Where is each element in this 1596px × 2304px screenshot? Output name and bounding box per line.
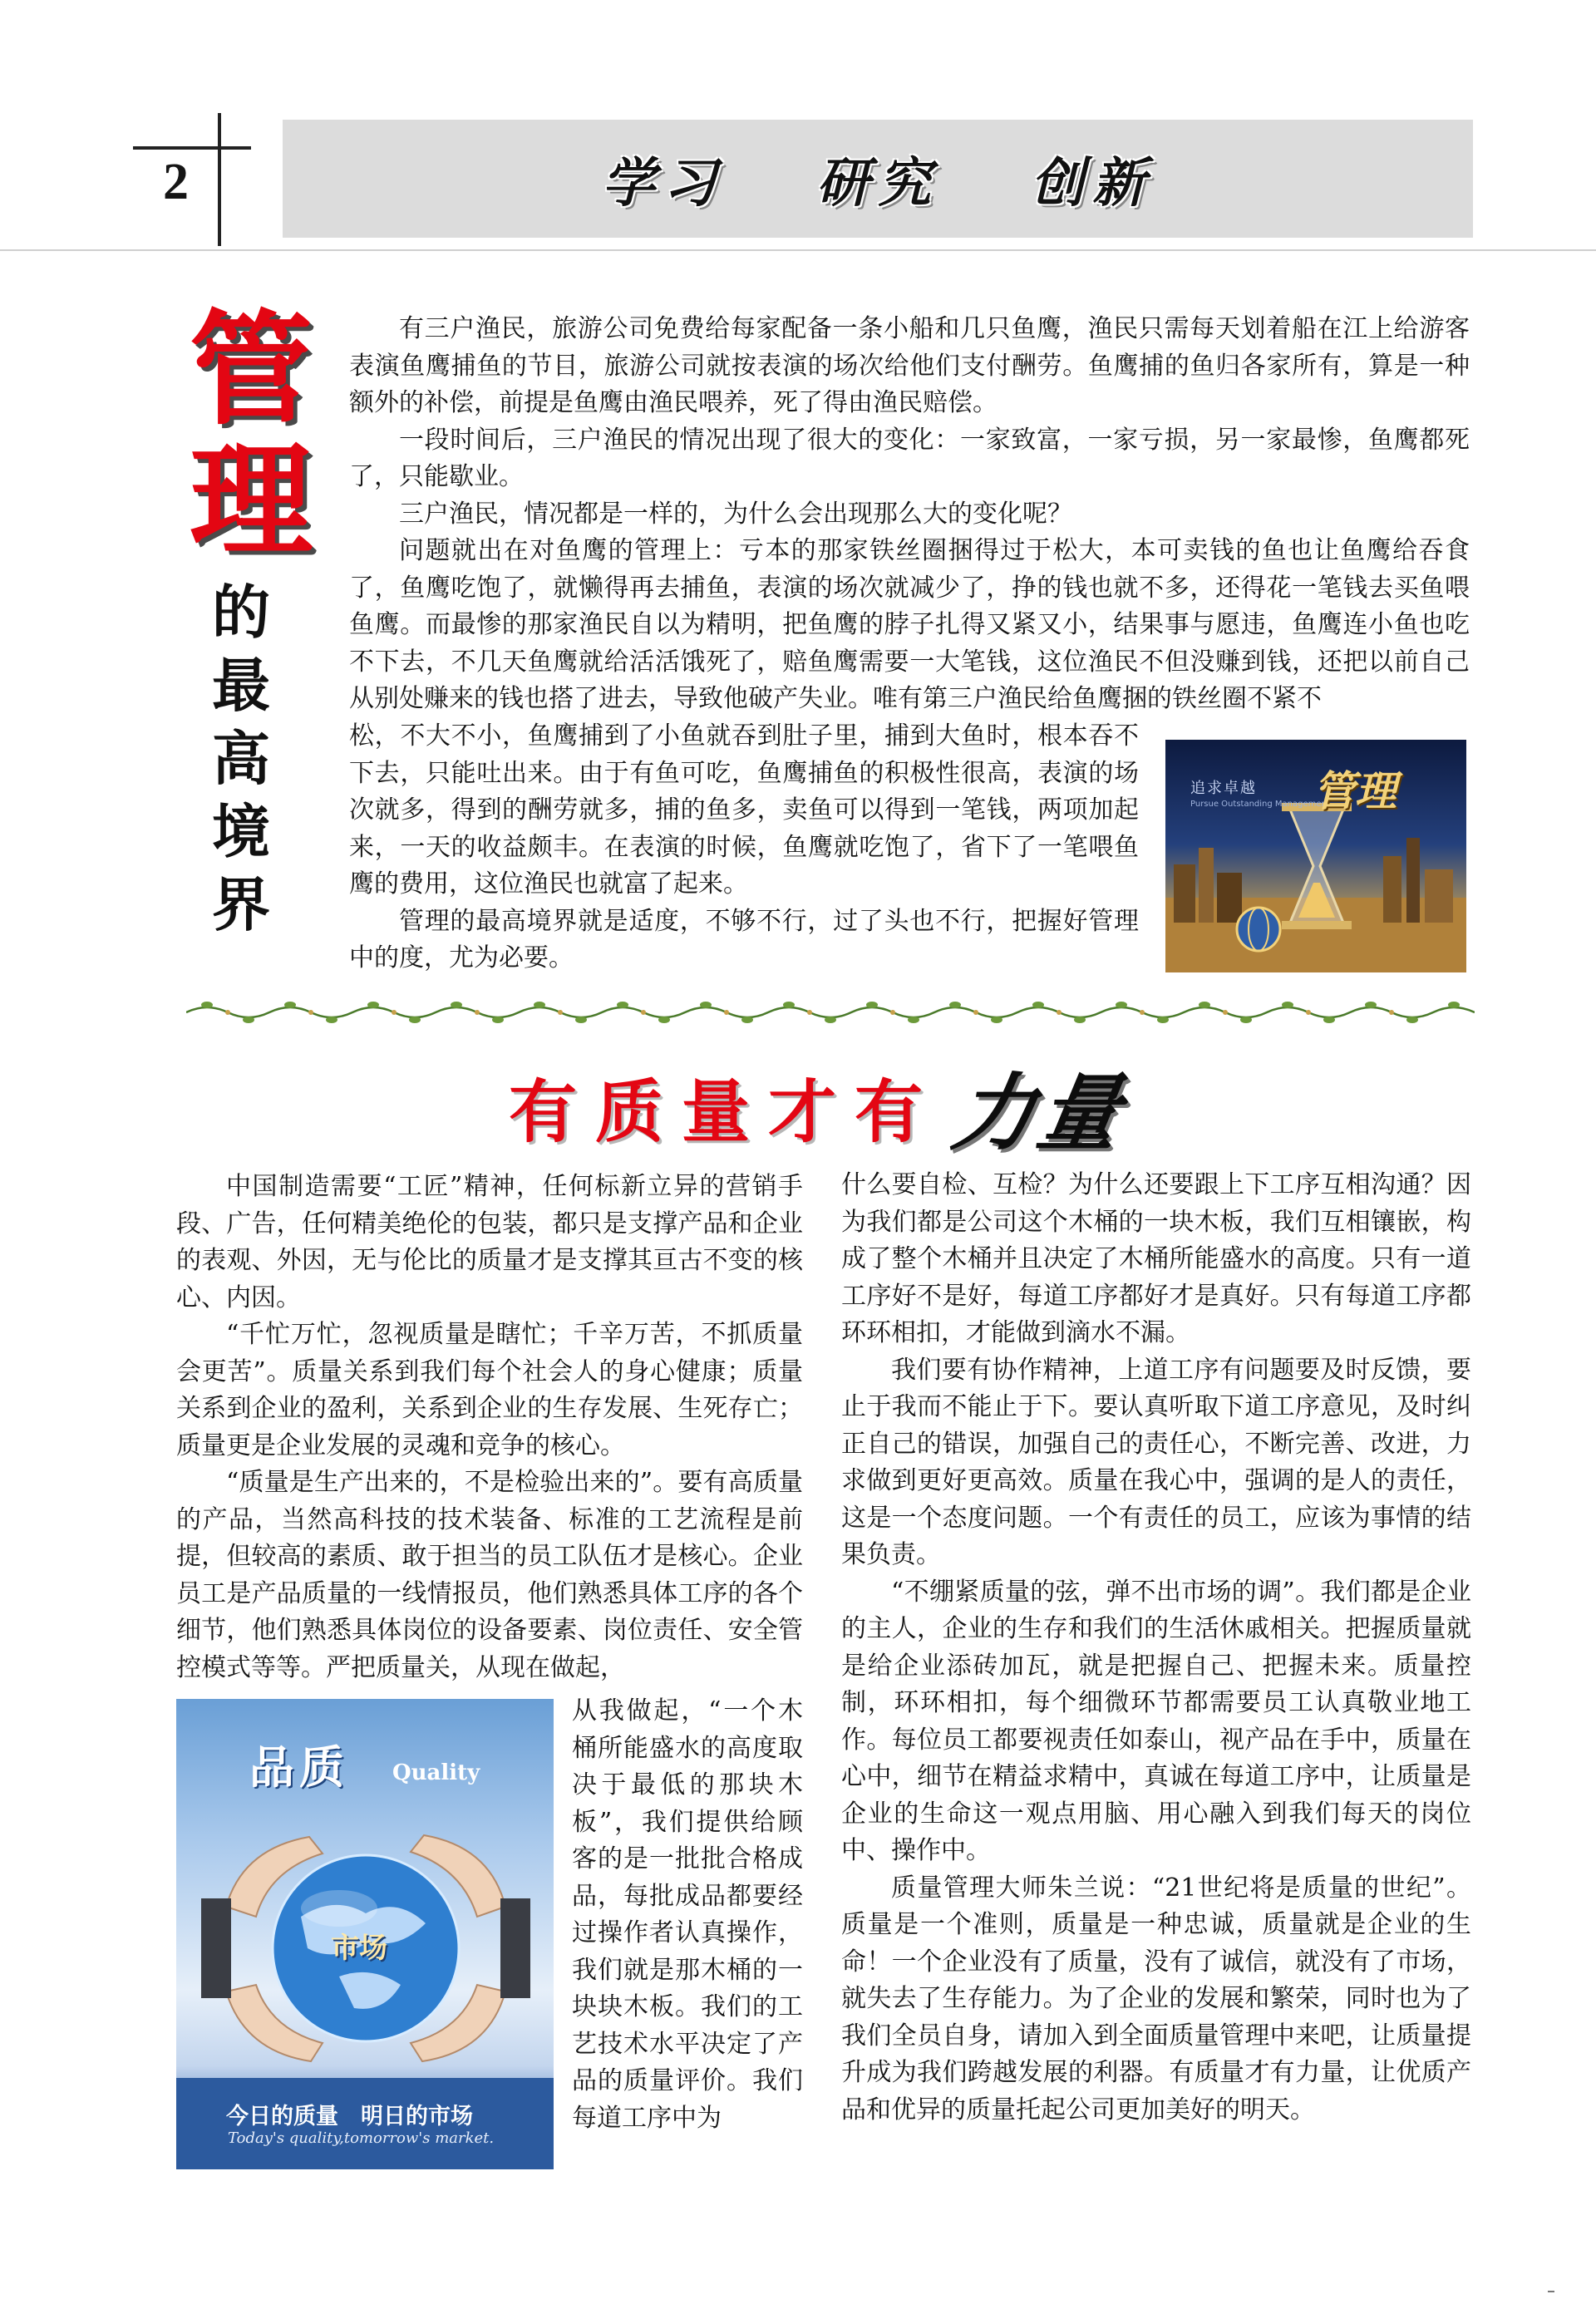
article2-left-narrow-column <box>572 1693 803 2137</box>
article2-right-column <box>841 1167 1471 2129</box>
article1-body-full <box>349 311 1470 718</box>
management-hourglass-image <box>1165 740 1466 972</box>
article2-paragraph: “不绷紧质量的弦，弹不出市场的调”。我们都是企业的主人，企业的生存和我们的生活休戚相关。把握质量就是给企业添砖加瓦，就是把握自己、把握未来。质量控制，环环相扣，每个细微环节都需要员工认真敬业地工作。每位员工都要视责任如泰山，视产品在手中，质量在心中，细节在精益求精中，真诚在每道工序中，让质量是企业的生命这一观点用脑、用心融入到我们每天的岗位中、操作中。 <box>841 1577 1471 1865</box>
image2-title-en: Quality <box>392 1760 480 1785</box>
article2-title-calligraphy: 力量 <box>946 1063 1134 1162</box>
vine-divider <box>186 997 1475 1027</box>
globe-label: 市场 <box>331 1932 387 1965</box>
article2-left-column <box>176 1169 803 1686</box>
header-word-research: 研究 <box>816 153 939 214</box>
article1-title-char-1: 管 <box>190 297 313 441</box>
article2-paragraph: 我们要有协作精神，上道工序有问题要及时反馈，要止于我而不能止于下。要认真听取下道工序意见，及时纠正自己的错误，加强自己的责任心，不断完善、改进，力求做到更好更高效。质量在我心中，强调的是人的责任，这是一个态度问题。一个有责任的员工，应该为事情的结果负责。 <box>841 1355 1471 1569</box>
image1-tagline-en: Pursue Outstanding Management <box>1190 800 1330 809</box>
article2-title-red: 有质量才有 <box>509 1072 942 1152</box>
article1-paragraph: 松，不大不小，鱼鹰捕到了小鱼就吞到肚子里，捕到大鱼时，根本吞不下去，只能吐出来。由于有鱼可吃，鱼鹰捕鱼的积极性很高，表演的场次就多，得到的酬劳就多，捕的鱼多，卖鱼可以得到一笔钱，两项加起来，一天的收益颇丰。在表演的时候，鱼鹰就吃饱了，省下了一笔喂鱼鹰的费用，这位渔民也就富了起来。 <box>349 721 1139 898</box>
article2-paragraph: 质量管理大师朱兰说：“21世纪将是质量的世纪”。质量是一个准则，质量是一种忠诚，质量就是企业的生命！一个企业没有了质量，没有了诚信，就没有了市场，就失去了生存能力。为了企业的发展和繁荣，同时也为了我们全员自身，请加入到全面质量管理中来吧，让质量提升成为我们跨越发展的利器。有质量才有力量，让优质产品和优异的质量托起公司更加美好的明天。 <box>841 1873 1471 2124</box>
article1-title-small-3: 高 <box>212 725 270 793</box>
article1-paragraph: 一段时间后，三户渔民的情况出现了很大的变化：一家致富，一家亏损，另一家最惨，鱼鹰都死了，只能歇业。 <box>349 425 1470 491</box>
header-rule-vertical <box>218 113 221 246</box>
article2-paragraph: 什么要自检、互检？为什么还要跟上下工序互相沟通？因为我们都是公司这个木桶的一块木板，我们互相镶嵌，构成了整个木桶并且决定了木桶所能盛水的高度。只有一道工序好不是好，每道工序都好才是真好。只有每道工序都环环相扣，才能做到滴水不漏。 <box>841 1170 1471 1347</box>
image2-caption: 今日的质量 明日的市场 <box>226 2104 473 2129</box>
article1-paragraph: 三户渔民，情况都是一样的，为什么会出现那么大的变化呢？ <box>399 499 1072 529</box>
article2-paragraph: 中国制造需要“工匠”精神，任何标新立异的营销手段、广告，任何精美绝伦的包装，都只是支撑产品和企业的表观、外因，无与伦比的质量才是支撑其亘古不变的核心、内因。 <box>176 1172 803 1312</box>
header-rule-horizontal <box>133 146 251 150</box>
article2-paragraph: “千忙万忙，忽视质量是瞎忙；千辛万苦，不抓质量会更苦”。质量关系到我们每个社会人的身心健康；质量关系到企业的盈利，关系到企业的生存发展、生死存亡；质量更是企业发展的灵魂和竞争的核心。 <box>176 1320 803 1460</box>
article1-title-small-2: 最 <box>212 652 270 720</box>
article1-paragraph: 管理的最高境界就是适度，不够不行，过了头也不行，把握好管理中的度，尤为必要。 <box>349 906 1139 972</box>
image1-tagline: 追求卓越 <box>1190 780 1257 797</box>
article1-title-small-4: 境 <box>212 798 270 866</box>
section-header-band <box>283 120 1473 238</box>
article1-paragraph: 有三户渔民，旅游公司免费给每家配备一条小船和几只鱼鹰，渔民只需每天划着船在江上给游客表演鱼鹰捕鱼的节目，旅游公司就按表演的场次给他们支付酬劳。鱼鹰捕的鱼归各家所有，算是一种额外的补偿，前提是鱼鹰由渔民喂养，死了得由渔民赔偿。 <box>349 314 1470 417</box>
image2-title: 品质 <box>249 1740 349 1794</box>
article1-paragraph: 问题就出在对鱼鹰的管理上：亏本的那家铁丝圈捆得过于松大，本可卖钱的鱼也让鱼鹰给吞食了，鱼鹰吃饱了，就懒得再去捕鱼，表演的场次就减少了，挣的钱也就不多，还得花一笔钱去买鱼喂鱼鹰。而最惨的那家渔民自以为精明，把鱼鹰的脖子扎得又紧又小，结果事与愿违，鱼鹰连小鱼也吃不下去，不几天鱼鹰就给活活饿死了，赔鱼鹰需要一大笔钱，这位渔民不但没赚到钱，还把以前自己从别处赚来的钱也搭了进去，导致他破产失业。唯有第三户渔民给鱼鹰捆的铁丝圈不紧不 <box>349 536 1470 713</box>
page-number: 2 <box>163 154 189 210</box>
article1-body-narrow <box>349 718 1139 977</box>
image1-title: 管理 <box>1313 766 1396 815</box>
header-divider <box>0 249 1596 251</box>
header-word-study: 学习 <box>602 153 725 214</box>
article1-title-char-2: 理 <box>190 428 313 573</box>
header-word-innovation: 创新 <box>1031 153 1154 214</box>
article2-paragraph: 从我做起，“一个木桶所能盛水的高度取决于最低的那块木板”，我们提供给顾客的是一批批合格成品，每批成品都要经过操作者认真操作，我们就是那木桶的一块块木板。我们的工艺技术水平决定了产品的质量评价。我们每道工序中为 <box>572 1696 803 2133</box>
image2-caption-en: Today's quality,tomorrow's market. <box>228 2129 495 2147</box>
article1-title-small-1: 的 <box>212 578 270 647</box>
article2-paragraph: “质量是生产出来的，不是检验出来的”。要有高质量的产品，当然高科技的技术装备、标准的工艺流程是前提，但较高的素质、敢于担当的员工队伍才是核心。企业员工是产品质量的一线情报员，他们熟悉具体工序的各个细节，他们熟悉具体岗位的设备要素、岗位责任、安全管控模式等等。严把质量关，从现在做起， <box>176 1468 803 1682</box>
article2-title <box>509 1061 1134 1162</box>
footer-mark <box>1548 2291 1554 2292</box>
quality-globe-image <box>176 1699 554 2169</box>
article1-title-small-5: 界 <box>212 871 270 939</box>
